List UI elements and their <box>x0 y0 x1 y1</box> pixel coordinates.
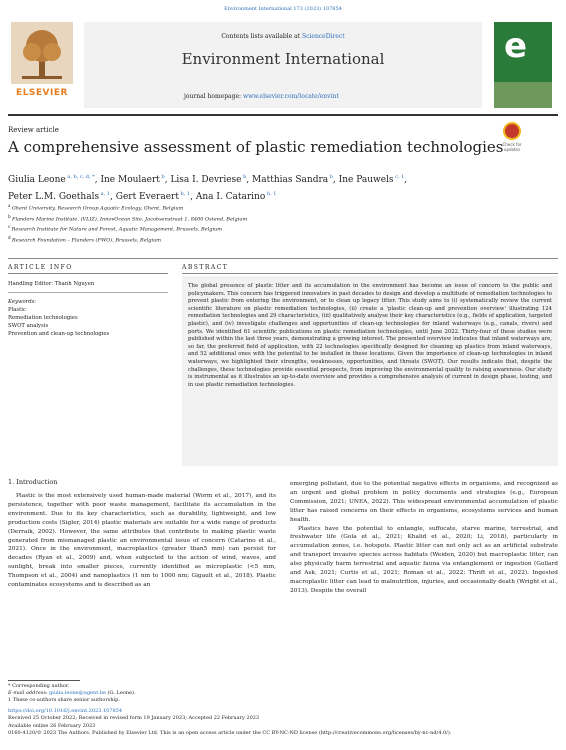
author-affiliation-marker[interactable]: c, 1 <box>393 174 405 180</box>
keyword-item: SWOT analysis <box>8 323 49 329</box>
article-title: A comprehensive assessment of plastic remediation technologies <box>8 138 504 156</box>
author-name[interactable]: Ine Pauwels $^{c, 1}$ <box>338 174 405 185</box>
journal-homepage-line: journal homepage: www.elsevier.com/locate/envint <box>184 93 339 100</box>
article-type: Review article <box>8 126 59 134</box>
elsevier-wordmark: ELSEVIER <box>16 88 68 98</box>
affiliation-item: $^d$ Research Foundation – Flanders (FWO), Brussels, Belgium <box>8 234 162 244</box>
body-paragraph: Plastic is the most extensively used human-made material (Worm et al., 2017), and its persistence, together with poor waste management, facilitate its accumulation in the environment. Due to its key characteristics, such as durability, lightweight, and low production costs (Sigler, 2014) plastic materials are suitable for a wide range of products (Derraik, 2002). However, the same attributes that contribute to making plastic waste generated from mismanaged plastic an environmental issue of concern (Catarino et al., 2021). Once in the environment, macroplastics (greater than5 mm) can persist for decades (Ryan et al., 2009) and, when subjected to the action of wind, waves, and sunlight, break into smaller pieces, currently identified as microplastic (<5 mm, Thompson et al., 2004) and nanoplastics (1 nm to 1000 nm; Gigault et al., 2018). Plastic contaminates ecosystems and is described as an <box>8 493 276 589</box>
email-link[interactable]: giulia.leone@ugent.be <box>49 690 106 697</box>
check-for-updates-badge[interactable]: Check for updates <box>496 122 528 152</box>
keyword-item: Plastic <box>8 307 26 313</box>
affiliation-item: $^c$ Research Institute for Nature and Forest, Aquatic Management, Brussels, Belgium <box>8 224 223 233</box>
author-line-2: Peter L.M. Goethals $^{a, 1}$, Gert Everaert $^{b, 1}$, Ana I. Catarino $^{b, 1}$ <box>8 191 277 202</box>
homepage-link[interactable]: www.elsevier.com/locate/envint <box>242 93 339 100</box>
body-paragraph: emerging pollutant, due to the potential negative effects in organisms, and recognized as an urgent and global problem in policy documents and strategies (e.g., European Commission, 2021; UNEA, 2022). This widespread environmental accumulation of plastic litter has raised concerns on their effects in organisms, ecosystems services and human health. <box>290 481 558 523</box>
body-paragraph: Plastics have the potential to entangle, suffocate, starve marine, terrestrial, and freshwater life (Gola et al., 2021; Khalid et al., 2020; Li, 2018), particularly in accumulation zones, i.e. hotspots. Plastic litter can not only act as an artificial substrate and transport invasive species across habitats (Weiden, 2020) but macroplastic litter, can also physically harm terrestrial and aquatic fauna via entanglement or ingestion (Gollard and Ask, 2021; Curtis et al., 2021; Roman et al., 2022; Thrift et al., 2022). Ingested macroplastic litter can lead to malnutrition, injuries, and occasionally death (Wright et al., 2013). Despite the overall <box>290 525 558 594</box>
handling-editor: Handling Editor: Thanh Nguyen <box>8 281 95 287</box>
abstract-heading: ABSTRACT <box>182 264 229 271</box>
body-column-left <box>8 492 276 590</box>
info-heading-rule <box>8 273 168 274</box>
author-name[interactable]: Giulia Leone $^{a, b, c, d, *}$ <box>8 174 95 185</box>
author-affiliation-marker[interactable]: b, 1 <box>178 191 191 197</box>
article-info-panel <box>8 276 168 338</box>
cover-stripe <box>494 82 552 108</box>
keywords-list <box>8 306 168 338</box>
received-dates: Received 25 October 2022; Received in revised form 19 January 2023; Accepted 22 February 2023 <box>8 715 260 722</box>
coauthor-note: 1 These co-authors share senior authorship. <box>8 697 120 704</box>
affiliations <box>8 202 247 245</box>
author-affiliation-marker[interactable]: b <box>159 174 165 180</box>
author-affiliation-marker[interactable]: b <box>328 174 333 180</box>
check-updates-icon <box>503 122 521 140</box>
masthead-panel <box>84 22 482 108</box>
body-column-right <box>290 480 558 596</box>
author-name[interactable]: Gert Everaert $^{b, 1}$ <box>115 191 191 202</box>
article-info-heading: ARTICLE INFO <box>8 264 73 271</box>
contents-line: Contents lists available at ScienceDirect <box>221 33 345 40</box>
elsevier-logo[interactable] <box>8 22 76 108</box>
info-top-rule <box>8 258 558 259</box>
author-affiliation-marker[interactable]: b, 1 <box>265 191 277 197</box>
email-note: E-mail address: giulia.leone@ugent.be (G. Leone). <box>8 690 136 697</box>
journal-masthead <box>8 22 558 110</box>
author-affiliation-marker[interactable]: a, b, c, d, * <box>65 174 95 180</box>
author-name[interactable]: Matthias Sandra $^b$ <box>252 174 333 185</box>
info-divider <box>8 292 168 293</box>
author-name[interactable]: Peter L.M. Goethals $^{a, 1}$ <box>8 191 111 202</box>
journal-name: Environment International <box>181 50 385 68</box>
abstract-text: The global presence of plastic litter and its accumulation in the environment has become an issue of concern to the public and policymakers. This concern has triggered innovators in past decades to design and develop a multitude of remediation technologies to prevent plastic from entering the environment, or to clean up legacy litter. This study aims to (i) systematically review the current scientific literature on plastic remediation technologies, (ii) create a 'plastic clean-up and prevention overview' illustrating 124 remediation technologies and 29 characteristics, (iii) qualitatively analyse their key characteristics (e.g., fields of application, targeted plastic), and (iv) investigate challenges and opportunities of clean-up technologies for inland waterways (e.g., canals, rivers) and ports. We identified 61 scientific publications on plastic remediation technologies, until June 2022. Thirty-four of these studies were published within the last three years, demonstrating a growing interest. The presented overview indicates that inland waterways are, so far, the preferred field of application, with 22 technologies specifically designed for cleaning up plastics from inland waterways, and 52 additional ones with the potential to be installed in these locations. Given the importance of clean-up technologies in inland waterways, we highlighted their strengths, weaknesses, opportunities, and threats (SWOT). Our results indicate that, despite the challenges, these technologies provide essential prospects, from improving the environmental quality to raising awareness. Our study is instrumental as it illustrates an up-to-date overview and provides a comprehensive analysis of current in design phase, testing, and in use plastic remediation technologies. <box>182 276 558 466</box>
keyword-item: Prevention and clean-up technologies <box>8 331 110 337</box>
author-line-1: Giulia Leone $^{a, b, c, d, *}$, Ine Moulaert $^b$, Lisa I. Devriese $^b$, Matthias Sandra $^b$, Ine Pauwels $^{c, 1}$, <box>8 174 408 185</box>
corresponding-author-note: * Corresponding author. <box>8 683 70 689</box>
keywords-label: Keywords: <box>8 299 37 305</box>
author-affiliation-marker[interactable]: a, 1 <box>99 191 111 197</box>
keyword-item: Remediation technologies <box>8 315 78 321</box>
author-affiliation-marker[interactable]: b <box>241 174 247 180</box>
author-name[interactable]: Ine Moulaert $^b$ <box>100 174 165 185</box>
tree-icon <box>11 22 73 84</box>
sciencedirect-link[interactable]: ScienceDirect <box>302 33 345 40</box>
author-list <box>8 170 508 204</box>
header-rule <box>8 114 558 116</box>
affiliation-item: $^b$ Flanders Marine Institute, (VLIZ), InnovOcean Site, Jacobsenstraat 1, 8400 Ostend, Belgium <box>8 213 248 223</box>
abstract-heading-rule <box>182 273 558 274</box>
affiliation-item: $^a$ Ghent University, Research Group Aquatic Ecology, Ghent, Belgium <box>8 203 184 212</box>
article-metadata <box>8 708 558 738</box>
author-name[interactable]: Ana I. Catarino $^{b, 1}$ <box>195 191 277 202</box>
section-heading-introduction: 1. Introduction <box>8 478 58 486</box>
journal-cover-thumbnail[interactable] <box>494 22 552 108</box>
journal-citation[interactable]: Environment International 173 (2023) 107854 <box>224 6 342 12</box>
doi-link[interactable]: https://doi.org/10.1016/j.envint.2023.107854 <box>8 708 123 714</box>
available-online: Available online 26 February 2023 <box>8 722 96 729</box>
author-name[interactable]: Lisa I. Devriese $^b$ <box>170 174 247 185</box>
footnotes <box>8 683 558 705</box>
license-statement: 0160-4120/© 2023 The Authors. Published by Elsevier Ltd. This is an open access article under the CC BY-NC-ND license (http://creativecommons.org/licenses/by-nc-nd/4.0/). <box>8 730 452 737</box>
cover-letter: e <box>504 26 528 66</box>
footnote-rule <box>8 680 80 681</box>
